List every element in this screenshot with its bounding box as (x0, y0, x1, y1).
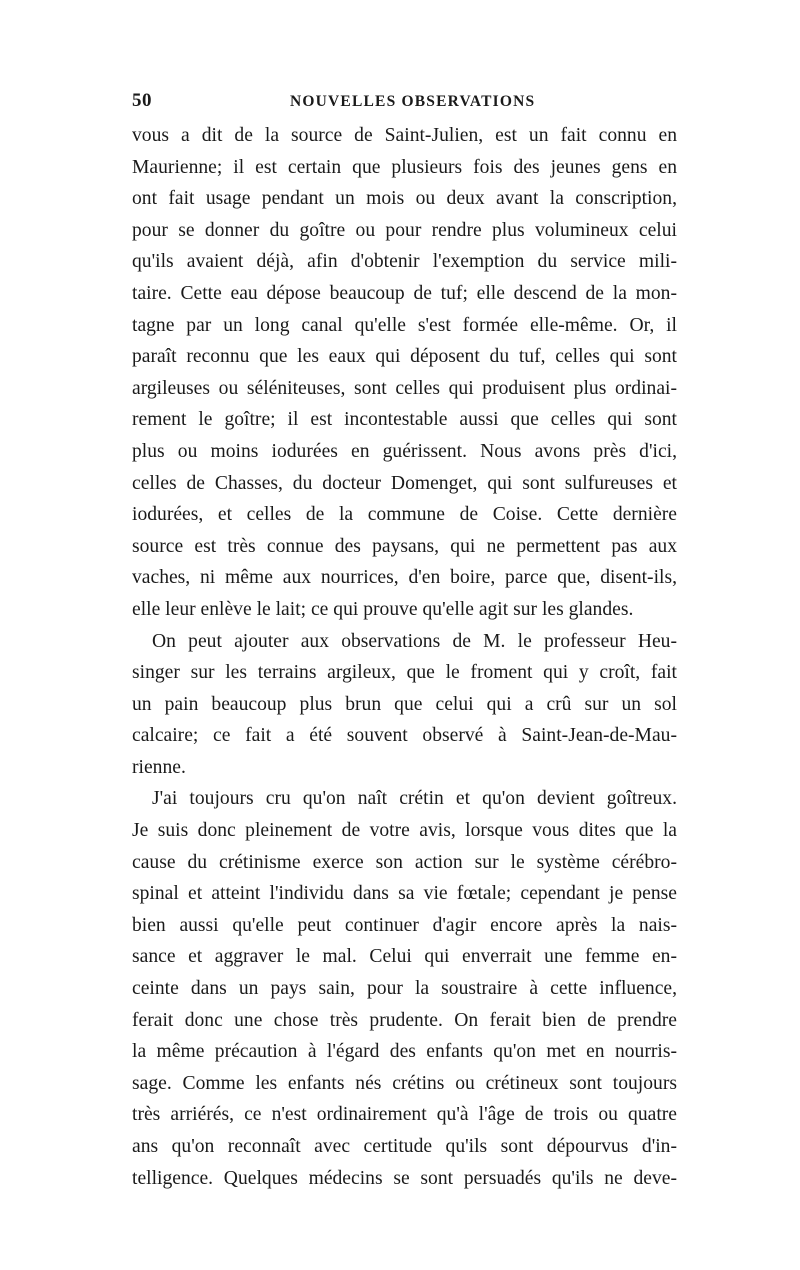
page-number: 50 (132, 90, 152, 111)
book-page (132, 88, 677, 1194)
text-line: ferait donc une chose très prudente. On ferait bien de prendre (132, 1009, 677, 1031)
text-line: un pain beaucoup plus brun que celui qui a crû sur un sol (132, 693, 677, 715)
text-line: telligence. Quelques médecins se sont persuadés qu'ils ne deve- (132, 1167, 677, 1189)
text-line: tagne par un long canal qu'elle s'est formée elle-même. Or, il (132, 314, 677, 336)
text-line: singer sur les terrains argileux, que le froment qui y croît, fait (132, 662, 677, 684)
text-line: celles de Chasses, du docteur Domenget, qui sont sulfureuses et (132, 472, 677, 494)
text-line: spinal et atteint l'individu dans sa vie fœtale; cependant je pense (132, 883, 677, 905)
text-line: bien aussi qu'elle peut continuer d'agir encore après la nais- (132, 914, 677, 936)
text-line: ont fait usage pendant un mois ou deux avant la conscription, (132, 188, 677, 210)
text-line: très arriérés, ce n'est ordinairement qu'à l'âge de trois ou quatre (132, 1104, 677, 1126)
text-line: ceinte dans un pays sain, pour la soustraire à cette influence, (132, 978, 677, 1000)
text-line: vous a dit de la source de Saint-Julien, est un fait connu en (132, 125, 677, 146)
text-line: Maurienne; il est certain que plusieurs fois des jeunes gens en (132, 156, 677, 178)
text-line: qu'ils avaient déjà, afin d'obtenir l'exemption du service mili- (132, 251, 677, 273)
running-head: NOUVELLES OBSERVATIONS (290, 93, 536, 110)
text-line: J'ai toujours cru qu'on naît crétin et qu'on devient goîtreux. (152, 788, 677, 810)
text-line: paraît reconnu que les eaux qui déposent du tuf, celles qui sont (132, 346, 677, 368)
text-line: On peut ajouter aux observations de M. le professeur Heu- (152, 630, 677, 652)
text-line: la même précaution à l'égard des enfants qu'on met en nourris- (132, 1041, 677, 1063)
text-line: rement le goître; il est incontestable aussi que celles qui sont (132, 409, 677, 431)
text-line: taire. Cette eau dépose beaucoup de tuf; elle descend de la mon- (132, 282, 677, 304)
text-line: ans qu'on reconnaît avec certitude qu'ils sont dépourvus d'in- (132, 1136, 677, 1157)
text-line: cause du crétinisme exerce son action sur le système cérébro- (132, 851, 677, 873)
text-line: elle leur enlève le lait; ce qui prouve qu'elle agit sur les glandes. (132, 598, 634, 620)
text-line: argileuses ou séléniteuses, sont celles qui produisent plus ordinai- (132, 377, 677, 399)
text-line: vaches, ni même aux nourrices, d'en boire, parce que, disent-ils, (132, 567, 677, 589)
text-line: pour se donner du goître ou pour rendre plus volumineux celui (132, 219, 677, 241)
text-line: rienne. (132, 756, 186, 778)
text-line: source est très connue des paysans, qui ne permettent pas aux (132, 535, 677, 557)
text-line: iodurées, et celles de la commune de Coise. Cette dernière (132, 504, 677, 526)
text-line: sage. Comme les enfants nés crétins ou crétineux sont toujours (132, 1072, 677, 1094)
text-line: Je suis donc pleinement de votre avis, lorsque vous dites que la (132, 820, 677, 842)
text-line: plus ou moins iodurées en guérissent. Nous avons près d'ici, (132, 440, 677, 462)
body-text (132, 120, 677, 1194)
text-line: sance et aggraver le mal. Celui qui enverrait une femme en- (132, 946, 677, 968)
page-header (132, 88, 677, 118)
text-line: calcaire; ce fait a été souvent observé à Saint-Jean-de-Mau- (132, 725, 677, 747)
